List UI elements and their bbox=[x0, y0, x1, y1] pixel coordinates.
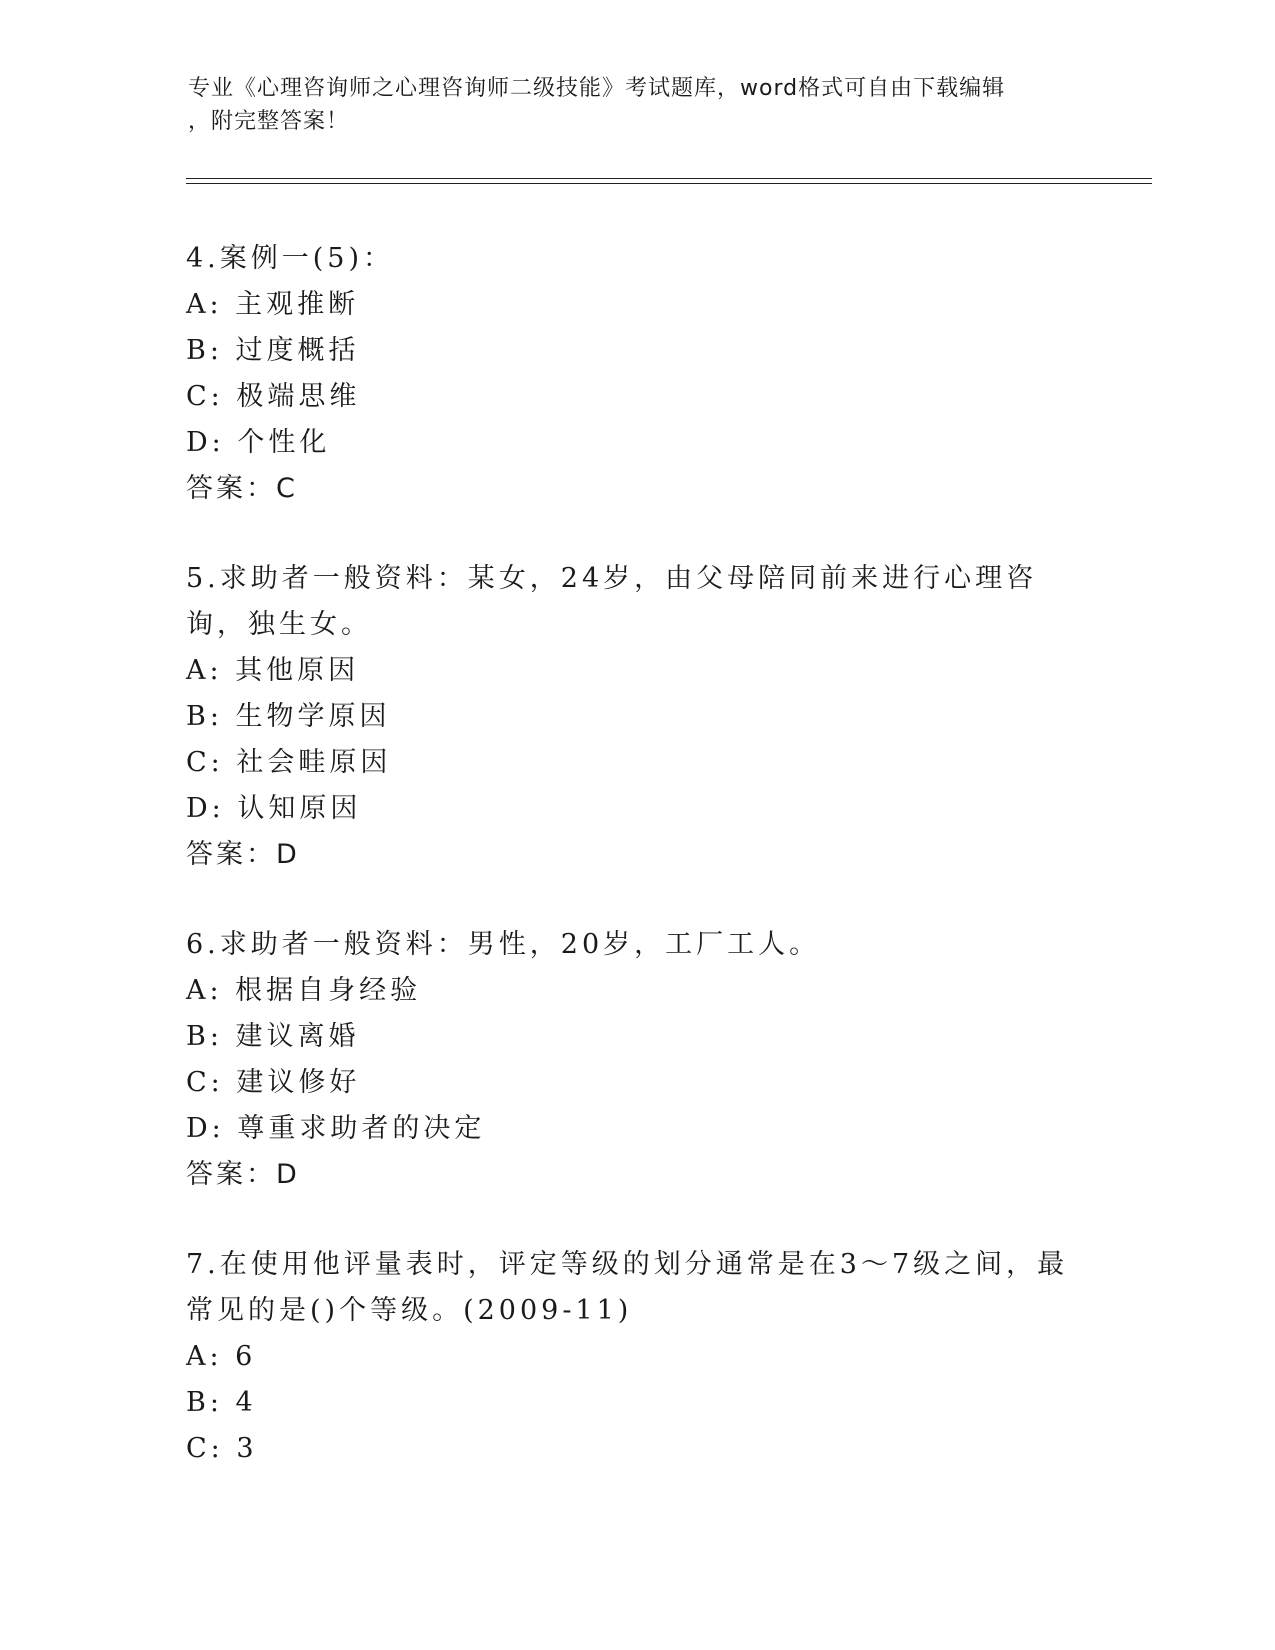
option-a: A: 主观推断 bbox=[186, 289, 360, 320]
question-stem bbox=[186, 1242, 1086, 1334]
question-number: 7. bbox=[186, 1249, 220, 1280]
question-text: 在使用他评量表时，评定等级的划分通常是在3～7级之间，最常见的是()个等级。(2009-11) bbox=[186, 1249, 1069, 1326]
option-c: C: 3 bbox=[186, 1433, 258, 1464]
answer: 答案：D bbox=[186, 1159, 300, 1190]
document-header bbox=[188, 72, 1078, 138]
question-5 bbox=[186, 556, 1086, 878]
header-line-1: 专业《心理咨询师之心理咨询师二级技能》考试题库，word格式可自由下载编辑 bbox=[188, 76, 1006, 101]
question-text: 求助者一般资料：某女，24岁，由父母陪同前来进行心理咨询，独生女。 bbox=[186, 563, 1038, 640]
option-c: C: 极端思维 bbox=[186, 381, 361, 412]
header-divider-bottom bbox=[186, 183, 1152, 184]
option-b: B: 4 bbox=[186, 1387, 257, 1418]
answer: 答案：C bbox=[186, 473, 298, 504]
question-stem bbox=[186, 556, 1086, 648]
header-divider-top bbox=[186, 178, 1152, 179]
option-a: A: 根据自身经验 bbox=[186, 975, 422, 1006]
question-4 bbox=[186, 236, 1086, 512]
question-6 bbox=[186, 922, 1086, 1198]
question-stem bbox=[186, 922, 1086, 968]
option-d: D: 尊重求助者的决定 bbox=[186, 1113, 486, 1144]
question-7 bbox=[186, 1242, 1086, 1472]
question-list bbox=[186, 236, 1086, 1516]
option-a: A: 6 bbox=[186, 1341, 257, 1372]
header-line-2: ，附完整答案！ bbox=[188, 109, 350, 134]
question-number: 4. bbox=[186, 243, 220, 274]
option-b: B: 建议离婚 bbox=[186, 1021, 360, 1052]
option-d: D: 个性化 bbox=[186, 427, 331, 458]
option-c: C: 建议修好 bbox=[186, 1067, 361, 1098]
option-a: A: 其他原因 bbox=[186, 655, 360, 686]
question-text: 求助者一般资料：男性，20岁，工厂工人。 bbox=[219, 929, 821, 960]
question-text: 案例一(5)： bbox=[219, 243, 395, 274]
question-number: 5. bbox=[186, 563, 220, 594]
option-c: C: 社会畦原因 bbox=[186, 747, 392, 778]
option-b: B: 生物学原因 bbox=[186, 701, 391, 732]
answer: 答案：D bbox=[186, 839, 300, 870]
option-b: B: 过度概括 bbox=[186, 335, 360, 366]
option-d: D: 认知原因 bbox=[186, 793, 362, 824]
question-stem bbox=[186, 236, 1086, 282]
question-number: 6. bbox=[186, 929, 220, 960]
